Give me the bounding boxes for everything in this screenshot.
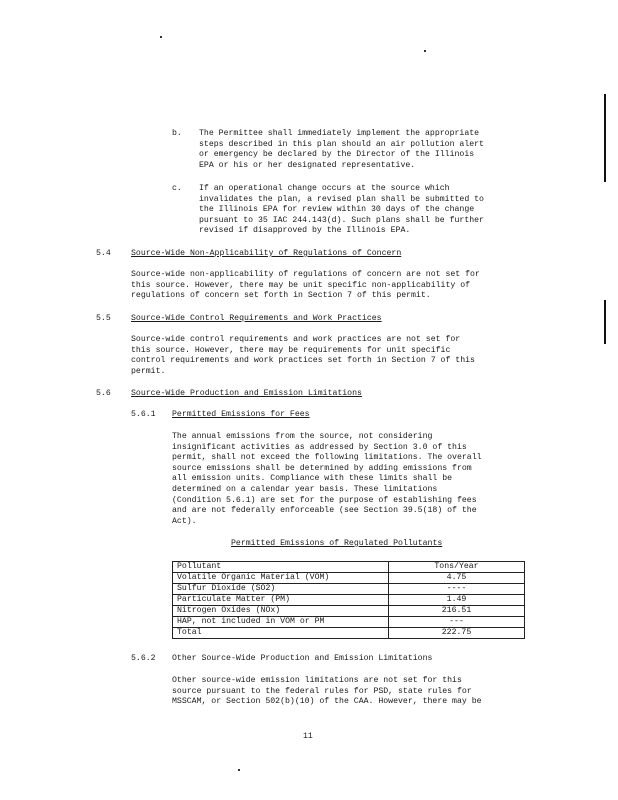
subsection-number: 5.6.2 bbox=[131, 654, 156, 663]
section-number: 5.4 bbox=[96, 249, 111, 258]
value-cell: 222.75 bbox=[389, 628, 525, 639]
table-row bbox=[173, 573, 525, 584]
text-line: all emission units. Compliance with these limits shall be bbox=[172, 474, 453, 484]
margin-bar bbox=[604, 94, 606, 182]
sub-item-letter: b. bbox=[172, 129, 182, 138]
table-total-row bbox=[173, 628, 525, 639]
section-5-6-1-body bbox=[172, 432, 532, 527]
subsection-number: 5.6.1 bbox=[131, 410, 156, 419]
text-line: Act). bbox=[172, 516, 197, 526]
text-line: this source. However, there may be unit specific non-applicability of bbox=[131, 280, 471, 290]
section-heading: Source-Wide Control Requirements and Work Practices bbox=[131, 314, 382, 323]
value-cell: ---- bbox=[389, 584, 525, 595]
subsection-heading: Permitted Emissions for Fees bbox=[172, 410, 310, 419]
page-number: 11 bbox=[303, 732, 313, 741]
pollutant-cell: Nitrogen Oxides (NOx) bbox=[173, 606, 389, 617]
table-header-row bbox=[173, 562, 525, 573]
text-line: permit. bbox=[131, 366, 166, 376]
text-line: source emissions shall be determined by adding emissions from bbox=[172, 463, 472, 473]
pollutant-cell: Volatile Organic Material (VOM) bbox=[173, 573, 389, 584]
text-line: Source-wide control requirements and work practices are not set for bbox=[131, 335, 461, 344]
emissions-table bbox=[172, 561, 525, 639]
scan-speck bbox=[238, 769, 240, 771]
value-cell: 4.75 bbox=[389, 573, 525, 584]
table-title: Permitted Emissions of Regulated Pollutants bbox=[231, 539, 443, 548]
text-line: permit, shall not exceed the following limitations. The overall bbox=[172, 453, 482, 463]
text-line: the Illinois EPA for review within 30 days of the change bbox=[199, 205, 475, 215]
section-5-4-body bbox=[131, 270, 531, 302]
scan-speck bbox=[160, 36, 162, 38]
margin-bar bbox=[604, 300, 606, 344]
text-line: source pursuant to the federal rules for PSD, state rules for bbox=[172, 686, 472, 696]
text-line: regulations of concern set forth in Section 7 of this permit. bbox=[131, 291, 431, 301]
scan-speck bbox=[424, 50, 426, 52]
sub-item-b-text bbox=[199, 129, 539, 171]
text-line: or emergency be declared by the Director of the Illinois bbox=[199, 150, 475, 160]
column-header: Pollutant bbox=[173, 562, 389, 573]
text-line: control requirements and work practices set forth in Section 7 of this bbox=[131, 356, 475, 366]
table-row bbox=[173, 584, 525, 595]
section-5-6-2-body bbox=[172, 676, 532, 708]
text-line: pursuant to 35 IAC 244.143(d). Such plans shall be further bbox=[199, 215, 484, 225]
section-heading: Source-Wide Production and Emission Limitations bbox=[131, 389, 362, 398]
text-line: revised if disapproved by the Illinois EPA. bbox=[199, 226, 411, 236]
text-line: this source. However, there may be requirements for unit specific bbox=[131, 345, 451, 355]
text-line: If an operational change occurs at the source which bbox=[199, 184, 450, 193]
text-line: Source-wide non-applicability of regulations of concern are not set for bbox=[131, 270, 480, 279]
text-line: determined on a calendar year basis. These limitations bbox=[172, 484, 438, 494]
section-number: 5.6 bbox=[96, 389, 111, 398]
section-number: 5.5 bbox=[96, 314, 111, 323]
column-header: Tons/Year bbox=[389, 562, 525, 573]
sub-item-letter: c. bbox=[172, 184, 182, 193]
value-cell: --- bbox=[389, 617, 525, 628]
table-row bbox=[173, 617, 525, 628]
text-line: (Condition 5.6.1) are set for the purpose of establishing fees bbox=[172, 495, 477, 505]
pollutant-cell: Total bbox=[173, 628, 389, 639]
section-5-5-body bbox=[131, 335, 531, 377]
text-line: and are not federally enforceable (see Section 39.5(18) of the bbox=[172, 506, 477, 516]
value-cell: 1.49 bbox=[389, 595, 525, 606]
text-line: steps described in this plan should an air pollution alert bbox=[199, 139, 484, 149]
text-line: MSSCAM, or Section 502(b)(10) of the CAA. However, there may be bbox=[172, 697, 482, 707]
section-heading: Source-Wide Non-Applicability of Regulations of Concern bbox=[131, 249, 402, 258]
text-line: Other source-wide emission limitations are not set for this bbox=[172, 676, 462, 685]
text-line: insignificant activities as addressed by Section 3.0 of this bbox=[172, 442, 467, 452]
pollutant-cell: Particulate Matter (PM) bbox=[173, 595, 389, 606]
text-line: The annual emissions from the source, not considering bbox=[172, 432, 433, 441]
pollutant-cell: HAP, not included in VOM or PM bbox=[173, 617, 389, 628]
subsection-heading: Other Source-Wide Production and Emission Limitations bbox=[172, 654, 433, 663]
table-row bbox=[173, 606, 525, 617]
value-cell: 216.51 bbox=[389, 606, 525, 617]
table-row bbox=[173, 595, 525, 606]
text-line: The Permittee shall immediately implement the appropriate bbox=[199, 129, 480, 138]
sub-item-c-text bbox=[199, 184, 539, 237]
text-line: EPA or his or her designated representative. bbox=[199, 160, 416, 170]
pollutant-cell: Sulfur Dioxide (SO2) bbox=[173, 584, 389, 595]
text-line: invalidates the plan, a revised plan shall be submitted to bbox=[199, 194, 484, 204]
